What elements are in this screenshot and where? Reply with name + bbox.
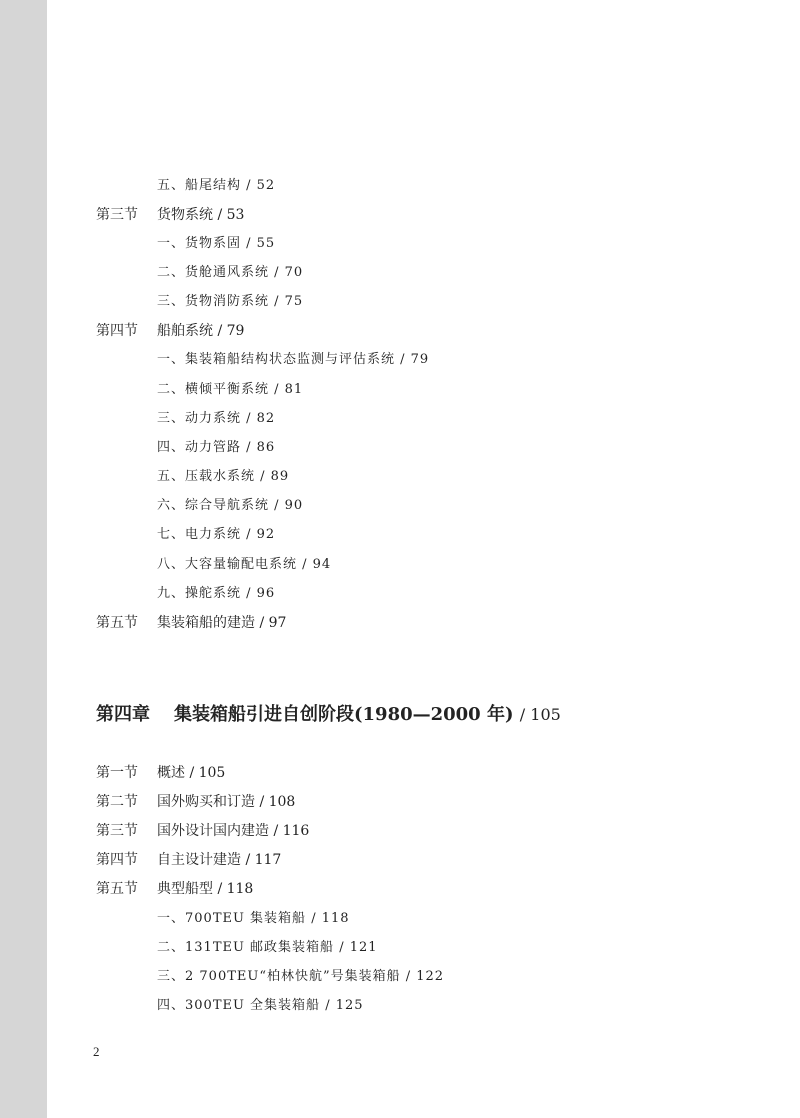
toc-section: [96, 821, 309, 841]
section-title: 自主设计建造 / 117: [157, 852, 282, 868]
page-gutter: [0, 0, 47, 1118]
toc-section: [96, 321, 244, 341]
toc-subentry: 六、综合导航系统 / 90: [157, 498, 304, 513]
section-title: 国外设计国内建造 / 116: [157, 823, 310, 839]
toc-subentry: 四、动力管路 / 86: [157, 440, 276, 455]
toc-subentry: 二、131TEU 邮政集装箱船 / 121: [157, 940, 378, 955]
section-label: 第四节: [96, 323, 138, 339]
toc-subentry: 七、电力系统 / 92: [157, 527, 276, 542]
section-label: 第二节: [96, 794, 138, 810]
toc-subentry: 五、压载水系统 / 89: [157, 469, 290, 484]
section-title: 国外购买和订造 / 108: [157, 794, 296, 810]
section-label: 第一节: [96, 765, 138, 781]
section-title: 典型船型 / 118: [157, 881, 254, 897]
toc-subentry: 五、船尾结构 / 52: [157, 178, 276, 193]
toc-subentry: 一、集装箱船结构状态监测与评估系统 / 79: [157, 352, 430, 367]
section-title: 概述 / 105: [157, 765, 226, 781]
toc-section: [96, 763, 225, 783]
toc-subentry: 三、货物消防系统 / 75: [157, 294, 304, 309]
toc-section: [96, 205, 244, 225]
toc-section: [96, 879, 253, 899]
toc-subentry: 三、动力系统 / 82: [157, 411, 276, 426]
chapter-title: 集装箱船引进自创阶段(1980—2000 年): [174, 704, 514, 725]
toc-subentry: 二、货舱通风系统 / 70: [157, 265, 304, 280]
chapter-page: / 105: [519, 705, 561, 724]
section-label: 第四节: [96, 852, 138, 868]
toc-subentry: 二、横倾平衡系统 / 81: [157, 382, 304, 397]
toc-subentry: 一、700TEU 集装箱船 / 118: [157, 911, 350, 926]
section-title: 船舶系统 / 79: [157, 323, 245, 339]
section-label: 第五节: [96, 881, 138, 897]
toc-section: [96, 850, 281, 870]
toc-section: [96, 792, 295, 812]
toc-subentry: 三、2 700TEU“柏林快航”号集装箱船 / 122: [157, 969, 445, 984]
toc-subentry: 九、操舵系统 / 96: [157, 586, 276, 601]
page-number: 2: [93, 1044, 100, 1059]
section-label: 第三节: [96, 823, 138, 839]
toc-subentry: 一、货物系固 / 55: [157, 236, 276, 251]
chapter-label: 第四章: [96, 704, 150, 725]
toc-section: [96, 613, 286, 633]
section-label: 第三节: [96, 207, 138, 223]
toc-subentry: 四、300TEU 全集装箱船 / 125: [157, 998, 364, 1013]
section-title: 货物系统 / 53: [157, 207, 245, 223]
chapter-heading: [96, 702, 561, 728]
section-label: 第五节: [96, 615, 138, 631]
section-title: 集装箱船的建造 / 97: [157, 615, 287, 631]
toc-subentry: 八、大容量输配电系统 / 94: [157, 557, 332, 572]
